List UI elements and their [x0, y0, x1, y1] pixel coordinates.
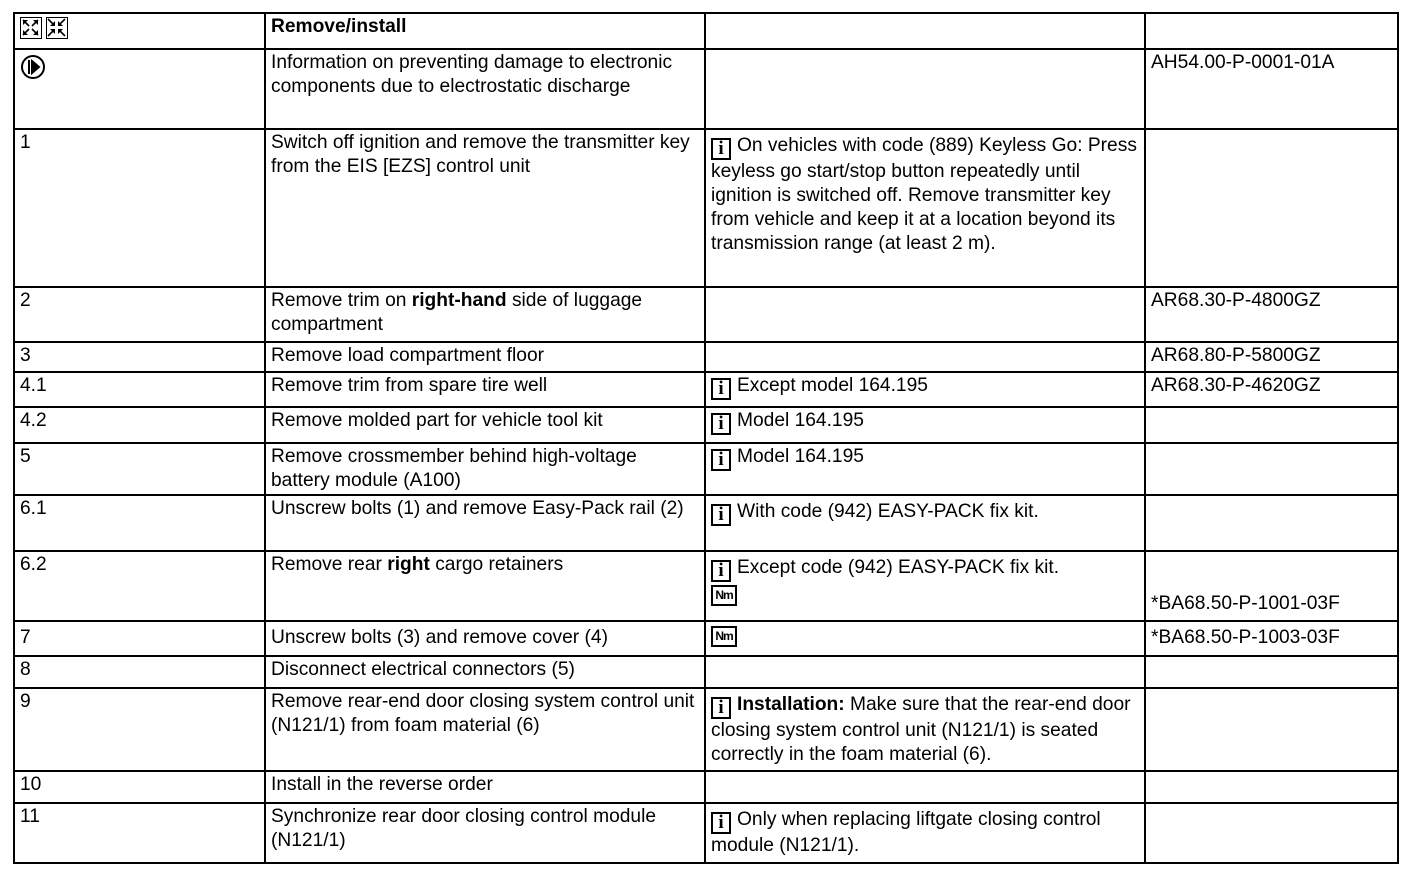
- step-text-part: cargo retainers: [429, 554, 564, 575]
- step-number: 6.2: [14, 551, 265, 621]
- esd-icon-cell: [14, 49, 265, 129]
- header-ref-cell: [1145, 13, 1398, 49]
- header-row: [14, 13, 1398, 49]
- step-ref[interactable]: *BA68.50-P-1003-03F: [1145, 621, 1398, 656]
- step-text: Install in the reverse order: [265, 771, 705, 803]
- step-text: Unscrew bolts (1) and remove Easy-Pack rail (2): [265, 495, 705, 551]
- step-ref-link[interactable]: *BA68.50-P-1001-03F: [1151, 593, 1340, 614]
- step-number: 11: [14, 803, 265, 863]
- procedure-table: [13, 12, 1399, 864]
- step-note: [705, 407, 1145, 443]
- step-note: [705, 771, 1145, 803]
- collapse-all-icon[interactable]: [46, 17, 68, 39]
- step-text: Remove trim from spare tire well: [265, 372, 705, 407]
- step-number: 4.1: [14, 372, 265, 407]
- step-number: 2: [14, 287, 265, 342]
- installation-label: Installation:: [737, 694, 845, 715]
- table-row: [14, 342, 1398, 372]
- table-row: [14, 372, 1398, 407]
- step-note-text: Except code (942) EASY-PACK fix kit.: [737, 557, 1060, 578]
- step-number: 4.2: [14, 407, 265, 443]
- step-text-part: Remove rear: [271, 554, 388, 575]
- torque-icon[interactable]: Nm: [711, 585, 737, 606]
- step-text: Switch off ignition and remove the transmitter key from the EIS [EZS] control unit: [265, 129, 705, 287]
- step-text: Remove load compartment floor: [265, 342, 705, 372]
- step-note: [705, 372, 1145, 407]
- step-text: Remove molded part for vehicle tool kit: [265, 407, 705, 443]
- header-note-cell: [705, 13, 1145, 49]
- step-text: Remove crossmember behind high-voltage battery module (A100): [265, 443, 705, 495]
- step-ref[interactable]: [1145, 443, 1398, 495]
- table-row: [14, 407, 1398, 443]
- table-row: [14, 495, 1398, 551]
- table-row: [14, 443, 1398, 495]
- step-text: Unscrew bolts (3) and remove cover (4): [265, 621, 705, 656]
- step-ref[interactable]: [1145, 803, 1398, 863]
- step-ref[interactable]: [1145, 407, 1398, 443]
- step-note: [705, 803, 1145, 863]
- step-note-text: With code (942) EASY-PACK fix kit.: [737, 501, 1039, 522]
- step-note-text: Make sure that the rear-end door closing system control unit (N121/1) is seated correctly in the foam material (6).: [711, 694, 1131, 765]
- step-note: [705, 551, 1145, 621]
- step-ref[interactable]: [1145, 656, 1398, 688]
- expand-all-icon[interactable]: [20, 17, 42, 39]
- step-note-text: Except model 164.195: [737, 375, 928, 396]
- step-text: Disconnect electrical connectors (5): [265, 656, 705, 688]
- table-row: [14, 287, 1398, 342]
- esd-note-cell: [705, 49, 1145, 129]
- step-number: 10: [14, 771, 265, 803]
- step-text: Remove rear-end door closing system control unit (N121/1) from foam material (6): [265, 688, 705, 771]
- step-note: [705, 495, 1145, 551]
- info-icon: i: [711, 413, 731, 435]
- step-text: [265, 287, 705, 342]
- info-icon: i: [711, 138, 731, 160]
- step-number: 1: [14, 129, 265, 287]
- torque-icon[interactable]: Nm: [711, 626, 737, 647]
- table-row: [14, 551, 1398, 621]
- info-icon: i: [711, 697, 731, 719]
- info-icon: i: [711, 812, 731, 834]
- step-text-emphasis: right-hand: [411, 290, 507, 311]
- step-number: 7: [14, 621, 265, 656]
- step-ref[interactable]: [1145, 551, 1398, 621]
- step-note-text: On vehicles with code (889) Keyless Go: Press keyless go start/stop button repeatedly until ignition is switched off. Remove transmitter key from vehicle and keep it at a location beyond its transmission range (at least 2 m).: [711, 135, 1137, 254]
- step-number: 9: [14, 688, 265, 771]
- info-icon: i: [711, 504, 731, 526]
- step-ref[interactable]: [1145, 688, 1398, 771]
- step-note: [705, 443, 1145, 495]
- section-title: Remove/install: [265, 13, 705, 49]
- table-row: [14, 688, 1398, 771]
- info-icon: i: [711, 560, 731, 582]
- esd-text: Information on preventing damage to electronic components due to electrostatic discharge: [265, 49, 705, 129]
- step-note: [705, 621, 1145, 656]
- step-number: 3: [14, 342, 265, 372]
- step-text-emphasis: right: [387, 554, 430, 575]
- step-note: [705, 656, 1145, 688]
- step-number: 5: [14, 443, 265, 495]
- expand-collapse-cell: [14, 13, 265, 49]
- step-note: [705, 688, 1145, 771]
- step-number: 6.1: [14, 495, 265, 551]
- step-number: 8: [14, 656, 265, 688]
- info-icon: i: [711, 378, 731, 400]
- step-ref[interactable]: [1145, 495, 1398, 551]
- step-text-part: side of luggage compartment: [271, 290, 643, 335]
- step-note-text: Model 164.195: [737, 410, 864, 431]
- step-ref[interactable]: [1145, 771, 1398, 803]
- step-ref[interactable]: AR68.80-P-5800GZ: [1145, 342, 1398, 372]
- table-row: [14, 656, 1398, 688]
- table-row: [14, 621, 1398, 656]
- step-note-text: Model 164.195: [737, 446, 864, 467]
- step-note: [705, 342, 1145, 372]
- step-ref[interactable]: AR68.30-P-4800GZ: [1145, 287, 1398, 342]
- step-text-part: Remove trim on: [271, 290, 412, 311]
- step-text: [265, 551, 705, 621]
- step-note-text: Only when replacing liftgate closing control module (N121/1).: [711, 809, 1101, 856]
- table-row: [14, 771, 1398, 803]
- step-note: [705, 129, 1145, 287]
- esd-row: [14, 49, 1398, 129]
- step-note: [705, 287, 1145, 342]
- step-text: Synchronize rear door closing control module (N121/1): [265, 803, 705, 863]
- step-ref[interactable]: AR68.30-P-4620GZ: [1145, 372, 1398, 407]
- table-row: [14, 129, 1398, 287]
- esd-warning-icon: [20, 54, 46, 80]
- table-row: [14, 803, 1398, 863]
- info-icon: i: [711, 449, 731, 471]
- step-ref[interactable]: [1145, 129, 1398, 287]
- esd-ref[interactable]: AH54.00-P-0001-01A: [1145, 49, 1398, 129]
